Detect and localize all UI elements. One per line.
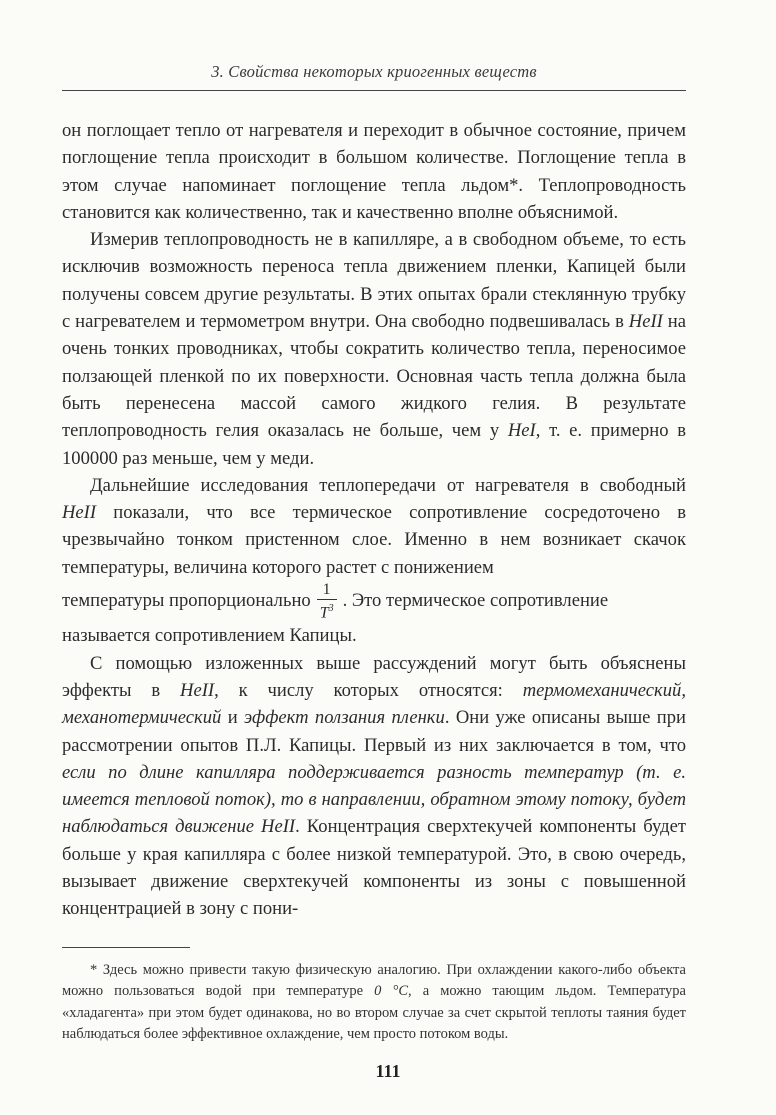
body-text	[62, 117, 686, 923]
effect-term-2: эффект ползания пленки	[244, 707, 445, 729]
fraction-numerator: 1	[317, 581, 337, 600]
formula-line	[62, 581, 686, 622]
helium-ii-symbol: HeII	[261, 816, 296, 838]
page	[62, 62, 686, 1060]
effect-term-1: термомеханический, механотермический	[62, 679, 686, 729]
page-number: 111	[375, 1061, 401, 1081]
p2-text-c: , т. е. примерно в 100000 раз меньше, чем у меди.	[62, 420, 686, 469]
paragraph-3	[62, 472, 686, 581]
p2-text-b: на очень тонких проводниках, чтобы сократить количество тепла, переносимое ползающей пленкой по их поверхности. Основная часть тепла должна была быть перенесена массой самого жидкого гелия. В результате теплопроводность гелия оказалась не больше, чем у	[62, 311, 686, 442]
p4-text-c: . Они уже описаны выше при рассмотрении опытов П.Л. Капицы. Первый из них заключается в том, что	[62, 707, 686, 756]
helium-ii-symbol: HeII	[180, 679, 215, 701]
helium-i-symbol: HeI	[507, 420, 536, 442]
paragraph-4: С помощью изложенных выше рассуждений могут быть объяснены эффекты в HeII, к числу которых относятся: термомеханический, механотермический и эффект ползания пленки. Они уже описаны выше при рассмотрении опытов П.Л. Капицы. Первый из них заключается в том, что если по длине капилляра поддерживается разность температур (т. е. имеется тепловой поток), то в направлении, обратном этому потоку, будет наблюдаться движение HeII. Концентрация сверхтекучей компоненты будет больше у края капилляра с более низкой температурой. Это, в свою очередь, вызывает движение сверхтекучей компоненты из зоны с повышенной концентрацией в зону с пони-	[62, 652, 686, 920]
helium-ii-symbol: HeII	[62, 502, 97, 524]
temperature-value: 0 °C	[374, 983, 408, 1000]
paragraph-3-end: называется сопротивлением Капицы.	[62, 625, 357, 647]
footnote-divider	[62, 947, 190, 948]
footnote: * Здесь можно привести такую физическую аналогию. При охлаждении какого-либо объекта можно пользоваться водой при температуре 0 °C, а можно тающим льдом. Температура «хладагента» при этом будет одинакова, но во втором случае за счет скрытой теплоты таяния будет наблюдаться более эффективное охлаждение, чем просто потоком воды.	[62, 961, 686, 1043]
fraction-formula	[317, 581, 337, 622]
p3-text-a: Дальнейшие исследования теплопередачи от нагревателя в свободный	[90, 474, 686, 496]
paragraph-2	[62, 226, 686, 472]
p3-text-c: температуры пропорционально	[62, 589, 311, 611]
italic-statement: если по длине капилляра поддерживается разность температур (т. е. имеется тепловой поток), то в направлении, обратном этому потоку, будет наблюдаться движение	[62, 761, 686, 838]
p3-text-b: показали, что все термическое сопротивление сосредоточено в чрезвычайно тонком пристенном слое. Именно в нем возникает скачок температуры, величина которого растет с понижением	[62, 502, 686, 578]
fraction-denominator: $T^3$	[319, 603, 334, 622]
p3-text-d: . Это термическое сопротивление	[342, 589, 609, 611]
p4-text-d: . Концентрация сверхтекучей компоненты будет больше у края капилляра с более низкой температурой. Это, в свою очередь, вызывает движение сверхтекучей компоненты из зоны с повышенной концентрацией в зону с пони-	[62, 816, 686, 920]
helium-ii-symbol: HeII	[628, 311, 663, 333]
fraction-exponent: 3	[328, 603, 334, 615]
paragraph-1: он поглощает тепло от нагревателя и переходит в обычное состояние, причем поглощение тепла происходит в большом количестве. Поглощение тепла в этом случае напоминает поглощение тепла льдом*. Теплопроводность становится как количественно, так и качественно вполне объяснимой.	[62, 120, 686, 223]
p4-text-b: , к числу которых относятся:	[214, 679, 523, 701]
running-head: 3. Свойства некоторых криогенных веществ	[62, 62, 686, 91]
p2-text-a: Измерив теплопроводность не в капилляре, а в свободном объеме, то есть исключив возможность переноса тепла движением пленки, Капицей были получены совсем другие результаты. В этих опытах брали стеклянную трубку с нагревателем и термометром внутри. Она свободно подвешивалась в	[62, 229, 686, 333]
p4-text-a: С помощью изложенных выше рассуждений могут быть объяснены эффекты в	[62, 652, 686, 701]
